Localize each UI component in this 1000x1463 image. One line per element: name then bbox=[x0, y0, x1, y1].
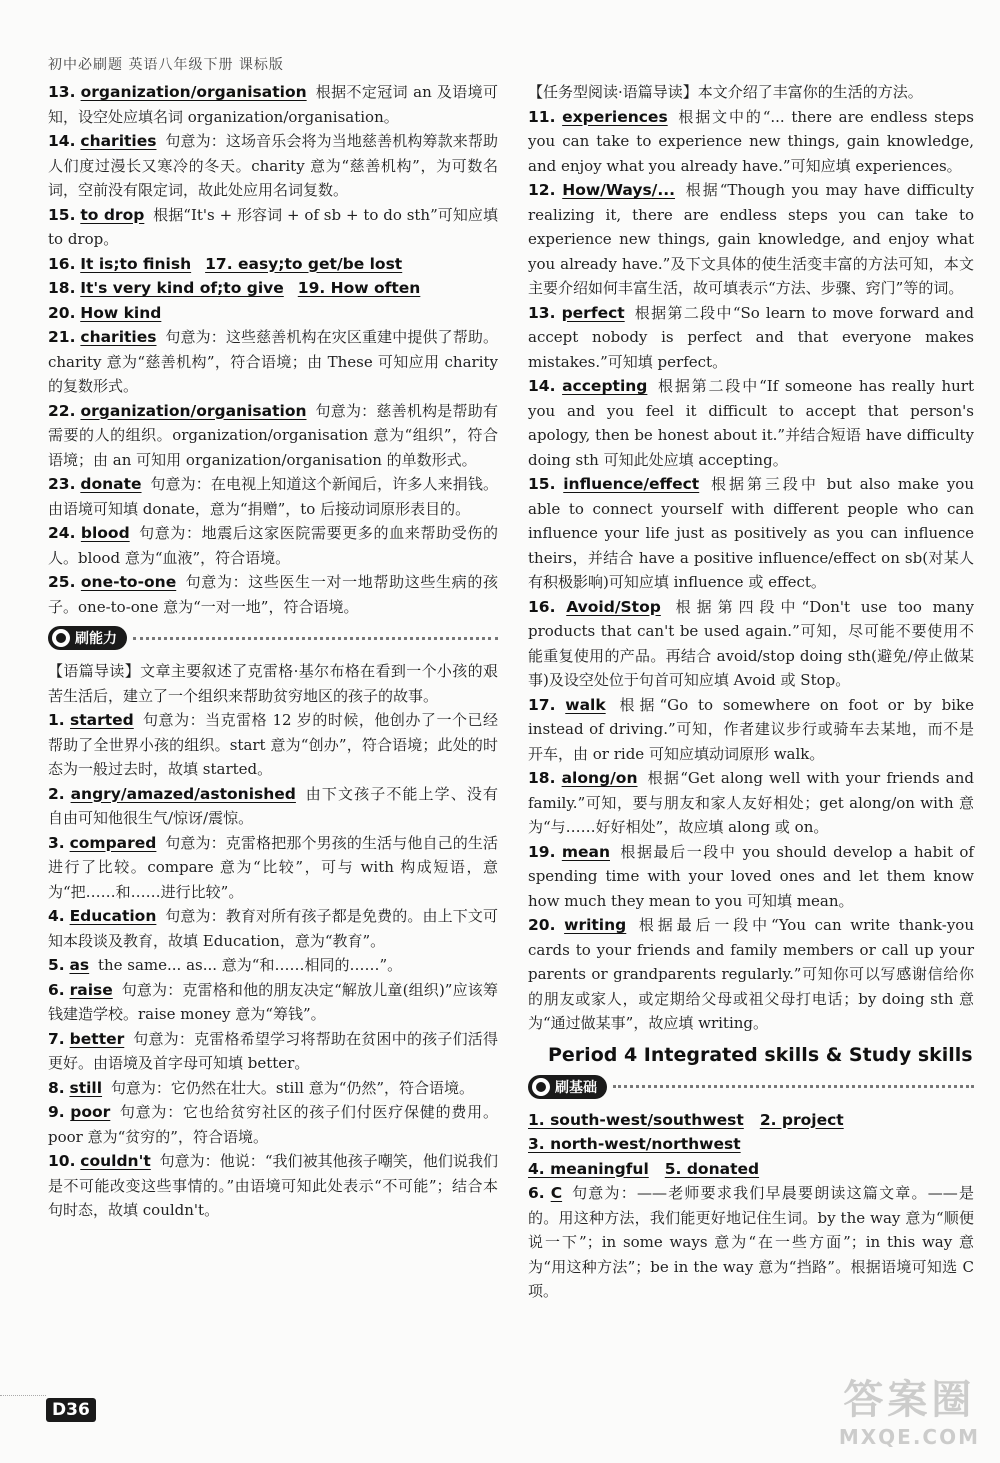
left-column bbox=[48, 80, 498, 1223]
dotted-divider bbox=[613, 1085, 974, 1088]
answer-list-top bbox=[48, 80, 498, 619]
watermark-logo bbox=[839, 1368, 980, 1449]
answer-item bbox=[48, 80, 498, 129]
answer-item bbox=[48, 904, 498, 953]
item-number: 11. bbox=[528, 107, 556, 126]
page-number bbox=[46, 1398, 96, 1422]
answer-item bbox=[528, 374, 974, 472]
answer-item bbox=[48, 708, 498, 782]
item-number: 13. bbox=[528, 303, 556, 322]
item-explanation: 根据第四段中“Don't use too many products that can't be used again.”可知，尽可能不要使用不能重复使用的产品。再结合 avoid/stop doing sth(避免/停止做某事)及设空处位于句首可知应填 Avoid 或 Stop。 bbox=[528, 597, 974, 689]
item-number: 2. bbox=[48, 784, 65, 803]
item-answer: charities bbox=[80, 132, 157, 150]
answer-item bbox=[528, 105, 974, 179]
item-number: 23. bbox=[48, 475, 76, 493]
right-column bbox=[528, 80, 974, 1304]
answer-item bbox=[48, 399, 498, 473]
item-explanation: 根据“It's + 形容词 + of sb + to do sth”可知应填 to drop。 bbox=[48, 205, 499, 248]
item-explanation: 根据“Get along well with your friends and family.”可知，要与朋友和家人友好相处；get along/on with 意为“与……好好相处”，故应填 along 或 on。 bbox=[528, 769, 974, 836]
item-number: 15. bbox=[528, 475, 556, 493]
answer-item bbox=[528, 595, 974, 693]
item-explanation: 根据“Go to somewhere on foot or by bike instead of driving.”可知，作者建议步行或骑车去某地，而不是开车，由 or ride 可知应填动词原形 walk。 bbox=[528, 695, 974, 763]
answer-item bbox=[528, 693, 974, 767]
page-header: 初中必刷题 英语八年级下册 课标版 bbox=[48, 57, 284, 73]
item-number: 1. bbox=[48, 711, 65, 729]
item-explanation: 根据第三段中 but also make you able to connect yourself with different people who can influence your life just as positively as you can influence theirs，并结合 have a positive influence/effect on sb(对某人有积极影响)可知应填 influence 或 effect。 bbox=[528, 475, 974, 591]
item-explanation: 句意为：他说：“我们被其他孩子嘲笑，他们说我们是不可能改变这些事情的。”由语境可知此处表示“不可能”；结合本句时态，故填 couldn't。 bbox=[48, 1152, 498, 1219]
brush-icon bbox=[52, 629, 70, 647]
item-explanation: 句意为：它也给贫穷社区的孩子们付医疗保健的费用。poor 意为“贫穷的”，符合语境。 bbox=[48, 1103, 498, 1146]
answer-item bbox=[48, 978, 498, 1027]
item-number: 6. bbox=[48, 980, 65, 999]
item-number: 7. bbox=[48, 1029, 65, 1048]
answer-item bbox=[48, 570, 498, 619]
item-explanation: 根据“Though you may have difficulty realizing it, there are endless steps you can take to experience new things, gain knowledge, and enjoy what you already have.”及下文具体的使生活变丰富的方法可知，本文主要介绍如何丰富生活，故可填表示“方法、步骤、窍门”等的词。 bbox=[528, 181, 974, 297]
item-explanation: 句意为：它仍然在壮大。still 意为“仍然”，符合语境。 bbox=[110, 1078, 475, 1097]
item-number: 3. bbox=[48, 833, 65, 852]
answer-item bbox=[48, 1149, 498, 1223]
item-answer: still bbox=[69, 1078, 103, 1097]
item-answer: accepting bbox=[562, 377, 648, 395]
item-explanation: 句意为：克雷格把那个男孩的生活与他自己的生活进行了比较。compare 意为“比较”，可与 with 构成短语，意为“把……和……进行比较”。 bbox=[48, 833, 498, 901]
answer-item bbox=[48, 301, 498, 326]
page-edge bbox=[0, 1395, 46, 1463]
item-answer: one-to-one bbox=[80, 573, 177, 591]
item-explanation: 根据文中的“... there are endless steps you can take to experience new things, gain knowledge, and enjoy what you already have.”可知应填 experiences。 bbox=[528, 107, 974, 175]
basic-answer: 5. donated bbox=[664, 1159, 760, 1178]
basic-answer-row bbox=[528, 1132, 974, 1157]
dotted-divider bbox=[133, 637, 498, 640]
item-number: 17. bbox=[528, 695, 556, 714]
item-number: 10. bbox=[48, 1152, 76, 1170]
item-explanation: 句意为：这些医生一对一地帮助这些生病的孩子。one-to-one 意为“一对一地”，符合语境。 bbox=[48, 573, 498, 616]
item-answer: couldn't bbox=[80, 1152, 151, 1170]
reading-intro: 【任务型阅读·语篇导读】本文介绍了丰富你的生活的方法。 bbox=[528, 83, 923, 101]
item-answer: It's very kind of;to give bbox=[80, 279, 284, 297]
item-explanation: 根据第二段中“So learn to move forward and accept nobody is perfect and that everyone makes mistakes.”可知填 perfect。 bbox=[528, 303, 974, 371]
item-number: 22. bbox=[48, 401, 76, 420]
item-explanation: 由下文孩子不能上学、没有自由可知他很生气/惊讶/震惊。 bbox=[48, 784, 498, 827]
item-number: 5. bbox=[48, 956, 65, 974]
answer-item bbox=[528, 1181, 974, 1304]
item-number: 18. bbox=[528, 769, 556, 787]
item-number: 18. bbox=[48, 279, 76, 297]
answer-item bbox=[48, 1027, 498, 1076]
watermark-top: 答案圈 bbox=[843, 1377, 976, 1423]
item-answer: perfect bbox=[561, 303, 625, 322]
period-title: Period 4 Integrated skills & Study skills bbox=[548, 1043, 973, 1066]
item-number: 14. bbox=[528, 377, 556, 395]
item-number: 12. bbox=[528, 181, 556, 199]
item-answer: Education bbox=[69, 907, 157, 925]
section-ability bbox=[48, 625, 498, 651]
item-explanation: 根据不定冠词 an 及语境可知，设空处应填名词 organization/organisation。 bbox=[48, 83, 498, 126]
item-explanation: 句意为：在电视上知道这个新闻后，许多人来捐钱。由语境可知填 donate，意为“捐赠”，to 后接动词原形表目的。 bbox=[48, 475, 498, 518]
item-explanation: 句意为：这些慈善机构在灾区重建中提供了帮助。charity 意为“慈善机构”，符合语境；由 These 可知应用 charity 的复数形式。 bbox=[48, 328, 498, 395]
item-answer: influence/effect bbox=[563, 475, 700, 493]
basic-answer-list bbox=[528, 1108, 974, 1182]
item-answer: walk bbox=[565, 695, 606, 714]
item-answer: experiences bbox=[562, 107, 668, 126]
brush-icon bbox=[532, 1078, 550, 1096]
item-explanation: 句意为：地震后这家医院需要更多的血来帮助受伤的人。blood 意为“血液”，符合语境。 bbox=[48, 524, 498, 567]
item-answer: raise bbox=[69, 980, 113, 999]
item-explanation: 句意为：克雷格希望学习将帮助在贫困中的孩子们活得更好。由语境及首字母可知填 better。 bbox=[48, 1029, 498, 1072]
basic-label: 刷基础 bbox=[555, 1079, 597, 1096]
item-answer: poor bbox=[70, 1103, 111, 1121]
basic-answer: 1. south-west/southwest bbox=[528, 1110, 744, 1129]
answer-list-right bbox=[528, 105, 974, 1036]
watermark-bottom: MXQE.COM bbox=[838, 1425, 980, 1449]
section-basic bbox=[528, 1074, 974, 1100]
answer-item bbox=[528, 472, 974, 595]
item-answer: started bbox=[69, 711, 134, 729]
item-answer: How kind bbox=[80, 303, 162, 322]
item-number: 9. bbox=[48, 1103, 65, 1121]
item-number: 15. bbox=[48, 205, 76, 224]
ability-badge bbox=[48, 626, 127, 650]
item-answer-extra: 17. easy;to get/be lost bbox=[205, 254, 403, 273]
item-number: 4. bbox=[48, 907, 65, 925]
item-answer: to drop bbox=[80, 205, 145, 224]
basic-answer-row bbox=[528, 1108, 974, 1133]
answer-item bbox=[528, 301, 974, 375]
answer-item bbox=[48, 1100, 498, 1149]
item-answer: along/on bbox=[561, 769, 638, 787]
answer-item bbox=[528, 840, 974, 914]
item-answer: mean bbox=[561, 842, 610, 861]
answer-item bbox=[48, 129, 498, 203]
item-number: 19. bbox=[528, 842, 556, 861]
basic-badge bbox=[528, 1075, 607, 1099]
item-number: 8. bbox=[48, 1078, 65, 1097]
basic-answer-row bbox=[528, 1157, 974, 1182]
item-number: 16. bbox=[528, 597, 556, 616]
basic-answer: 2. project bbox=[759, 1110, 844, 1129]
item-answer: organization/organisation bbox=[80, 83, 307, 101]
page-number-box: D36 bbox=[46, 1398, 96, 1422]
answer-item bbox=[48, 521, 498, 570]
item-explanation: 根据最后一段中 you should develop a habit of spending time with your loved ones and let them know how much they mean to you 可知填 mean。 bbox=[528, 842, 974, 910]
answer-item bbox=[48, 1076, 498, 1101]
basic-answer: 3. north-west/northwest bbox=[528, 1135, 741, 1153]
item-number: 21. bbox=[48, 328, 76, 346]
item-explanation: 句意为：——老师要求我们早晨要朗读这篇文章。——是的。用这种方法，我们能更好地记住生词。by the way 意为“顺便说一下”；in some ways 意为“在一些方面”；in this way 意为“用这种方法”；be in the way 意为“挡路”。根据语境可知选 C 项。 bbox=[528, 1184, 974, 1300]
item-answer-extra: 19. How often bbox=[297, 279, 421, 297]
item-answer: as bbox=[69, 956, 90, 974]
answer-item bbox=[48, 325, 498, 399]
item-answer: How/Ways/... bbox=[562, 181, 676, 199]
item-explanation: 句意为：教育对所有孩子都是免费的。由上下文可知本段谈及教育，故填 Education，意为“教育”。 bbox=[48, 907, 498, 950]
item-explanation: 句意为：当克雷格 12 岁的时候，他创办了一个已经帮助了全世界小孩的组织。start 意为“创办”，符合语境；此处的时态为一般过去时，故填 started。 bbox=[48, 711, 498, 778]
item-number: 20. bbox=[48, 303, 76, 322]
item-number: 13. bbox=[48, 83, 76, 101]
item-number: 20. bbox=[528, 916, 556, 934]
item-answer: writing bbox=[564, 916, 627, 934]
item-number: 25. bbox=[48, 573, 76, 591]
item-explanation: 根据最后一段中“You can write thank-you cards to your friends and family members or call up your parents or grandparents regularly.”可知你可以写感谢信给你的朋友或家人，或定期给父母或祖父母打电话；by doing sth 意为“通过做某事”，故应填 writing。 bbox=[528, 916, 974, 1032]
answer-item bbox=[48, 472, 498, 521]
answer-item bbox=[48, 953, 498, 978]
answer-item bbox=[528, 766, 974, 840]
answer-item bbox=[48, 831, 498, 905]
item-answer: better bbox=[69, 1029, 125, 1048]
item-number: 6. bbox=[528, 1184, 545, 1202]
item-explanation: 根据第二段中“If someone has really hurt you and you feel it difficult to accept that person's apology, then be honest about it.”并结合短语 have difficulty doing sth 可知此处应填 accepting。 bbox=[528, 377, 974, 469]
answer-item bbox=[48, 203, 498, 252]
item-answer: donate bbox=[80, 475, 142, 493]
ability-intro: 【语篇导读】文章主要叙述了克雷格·基尔布格在看到一个小孩的艰苦生活后，建立了一个组织来帮助贫穷地区的孩子的故事。 bbox=[48, 662, 498, 705]
answer-item bbox=[48, 276, 498, 301]
item-explanation: the same... as... 意为“和……相同的……”。 bbox=[97, 956, 403, 974]
answer-list-bottom bbox=[48, 708, 498, 1223]
item-number: 24. bbox=[48, 524, 76, 542]
answer-item bbox=[48, 782, 498, 831]
answer-item bbox=[528, 178, 974, 301]
answer-item bbox=[48, 252, 498, 277]
item-answer: Avoid/Stop bbox=[566, 597, 661, 616]
answer-item bbox=[528, 913, 974, 1036]
item-answer: charities bbox=[80, 328, 157, 346]
item-answer: It is;to finish bbox=[80, 254, 192, 273]
item-number: 16. bbox=[48, 254, 76, 273]
basic-answer: 4. meaningful bbox=[528, 1159, 649, 1178]
item-answer: organization/organisation bbox=[80, 401, 307, 420]
item-number: 14. bbox=[48, 132, 76, 150]
item-answer: C bbox=[550, 1184, 563, 1202]
item-answer: angry/amazed/astonished bbox=[70, 784, 296, 803]
item-answer: compared bbox=[69, 833, 157, 852]
item-explanation: 句意为：这场音乐会将为当地慈善机构筹款来帮助人们度过漫长又寒冷的冬天。charity 意为“慈善机构”，为可数名词，空前没有限定词，故此处应用名词复数。 bbox=[48, 132, 498, 199]
ability-label: 刷能力 bbox=[75, 631, 117, 647]
item-answer: blood bbox=[80, 524, 130, 542]
item-explanation: 句意为：慈善机构是帮助有需要的人的组织。organization/organisation 意为“组织”，符合语境；由 an 可知用 organization/organisation 的单数形式。 bbox=[48, 401, 498, 469]
item-explanation: 句意为：克雷格和他的朋友决定“解放儿童(组织)”应该筹钱建造学校。raise money 意为“筹钱”。 bbox=[48, 980, 498, 1023]
